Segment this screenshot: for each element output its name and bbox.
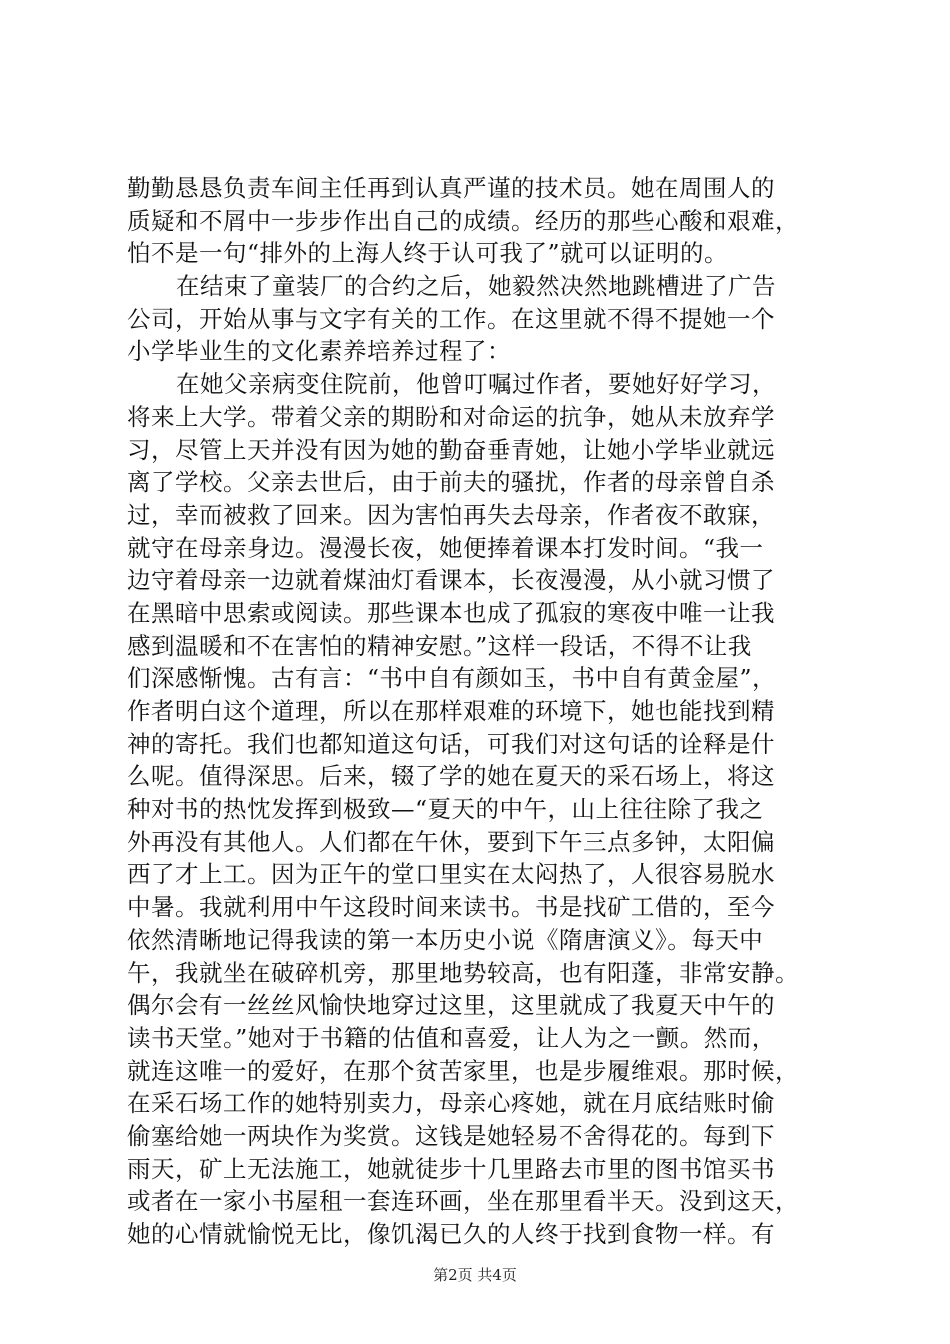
text-line: 中暑。我就利用中午这段时间来读书。书是找矿工借的，至今 [127, 893, 775, 922]
text-line: 在黑暗中思索或阅读。那些课本也成了孤寂的寒夜中唯一让我 [127, 598, 775, 627]
text-line: 感到温暖和不在害怕的精神安慰。”这样一段话，不得不让我 [127, 631, 752, 660]
text-line: 偷塞给她一两块作为奖赏。这钱是她轻易不舍得花的。每到下 [127, 1121, 775, 1150]
text-line: 过，幸而被救了回来。因为害怕再失去母亲，作者夜不敢寐， [127, 500, 775, 529]
text-line: 离了学校。父亲去世后，由于前夫的骚扰，作者的母亲曾自杀 [127, 468, 775, 497]
text-line: 在采石场工作的她特别卖力，母亲心疼她，就在月底结账时偷 [127, 1089, 775, 1118]
text-line: 雨天，矿上无法施工，她就徒步十几里路去市里的图书馆买书 [127, 1154, 775, 1183]
page-footer [0, 1265, 950, 1285]
page-number: 第2页 共4页 [433, 1266, 517, 1284]
text-line: 西了才上工。因为正午的堂口里实在太闷热了，人很容易脱水 [127, 860, 775, 889]
body-text [127, 172, 839, 1251]
text-line: 将来上大学。带着父亲的期盼和对命运的抗争，她从未放弃学 [127, 402, 775, 431]
text-line: 公司，开始从事与文字有关的工作。在这里就不得不提她一个 [127, 304, 775, 333]
text-line: 小学毕业生的文化素养培养过程了： [127, 337, 511, 366]
text-line: 作者明白这个道理，所以在那样艰难的环境下，她也能找到精 [127, 697, 775, 725]
text-line: 种对书的热忱发挥到极致—“夏天的中午，山上往往除了我之 [127, 795, 764, 824]
text-line: 或者在一家小书屋租一套连环画，坐在那里看半天。没到这天， [127, 1187, 799, 1216]
text-line: 就连这唯一的爱好，在那个贫苦家里，也是步履维艰。那时候， [127, 1056, 799, 1085]
text-line: 么呢。值得深思。后来，辍了学的她在夏天的采石场上，将这 [127, 762, 775, 791]
text-line: 神的寄托。我们也都知道这句话，可我们对这句话的诠释是什 [127, 729, 775, 758]
paragraph-first-line: 在她父亲病变住院前，他曾叮嘱过作者，要她好好学习， [176, 370, 776, 399]
text-line: 就守在母亲身边。漫漫长夜，她便捧着课本打发时间。“我一 [127, 533, 764, 562]
text-line: 们深感惭愧。古有言：“书中自有颜如玉，书中自有黄金屋”， [127, 664, 777, 693]
text-line: 怕不是一句“排外的上海人终于认可我了”就可以证明的。 [127, 239, 729, 268]
text-line: 外再没有其他人。人们都在午休，要到下午三点多钟，太阳偏 [127, 827, 775, 856]
text-line: 依然清晰地记得我读的第一本历史小说《隋唐演义》。每天中 [127, 925, 764, 954]
paragraph-first-line: 在结束了童装厂的合约之后，她毅然决然地跳槽进了广告 [176, 272, 776, 301]
text-line: 午，我就坐在破碎机旁，那里地势较高，也有阳蓬，非常安静。 [127, 958, 799, 987]
text-line: 她的心情就愉悦无比，像饥渴已久的人终于找到食物一样。有 [127, 1220, 775, 1248]
text-line: 勤勤恳恳负责车间主任再到认真严谨的技术员。她在周围人的 [127, 174, 775, 202]
text-line: 边守着母亲一边就着煤油灯看课本，长夜漫漫，从小就习惯了 [127, 566, 775, 595]
text-line: 习，尽管上天并没有因为她的勤奋垂青她，让她小学毕业就远 [127, 435, 775, 464]
text-line: 读书天堂。”她对于书籍的估值和喜爱，让人为之一颤。然而， [127, 1023, 776, 1052]
text-line: 偶尔会有一丝丝风愉快地穿过这里，这里就成了我夏天中午的 [127, 991, 775, 1020]
text-line: 质疑和不屑中一步步作出自己的成绩。经历的那些心酸和艰难， [127, 206, 799, 235]
